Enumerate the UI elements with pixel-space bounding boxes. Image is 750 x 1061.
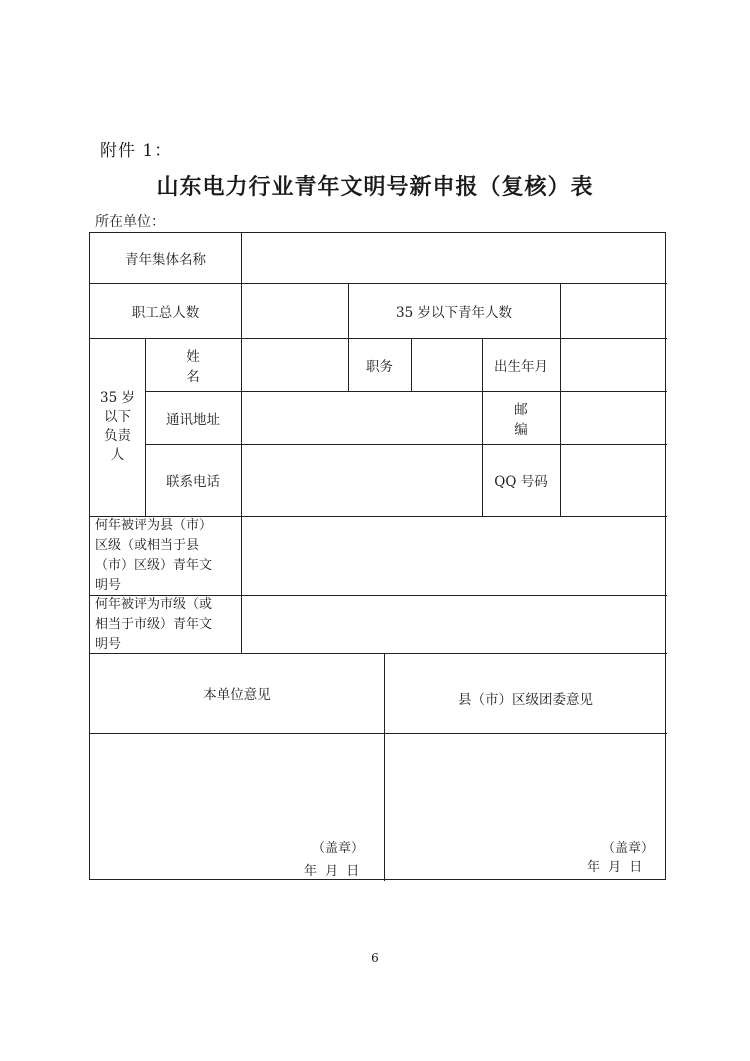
phone-label: 联系电话	[166, 474, 220, 490]
group-name-label: 青年集体名称	[125, 252, 206, 268]
leader-label-line: 人	[110, 447, 125, 463]
total-staff-label: 职工总人数	[131, 304, 200, 321]
unit-opinion-label: 本单位意见	[203, 687, 271, 703]
youth-count-label: 35 岁以下青年人数	[396, 304, 512, 321]
city-award-line: 明号	[95, 637, 122, 652]
phone-field[interactable]	[241, 444, 482, 516]
address-label: 通讯地址	[166, 411, 220, 428]
unit-opinion-field[interactable]	[90, 733, 384, 881]
leader-label-line: 35 岁	[100, 390, 135, 406]
leader-section-label	[90, 338, 145, 516]
county-award-label	[95, 516, 238, 596]
position-label: 职务	[366, 358, 393, 375]
city-award-line: 何年被评为市级（或	[95, 597, 213, 612]
youth-count-field[interactable]	[560, 283, 667, 338]
county-award-line: 区级（或相当于县	[95, 538, 200, 553]
birth-field[interactable]	[560, 338, 667, 391]
league-opinion-label: 县（市）区级团委意见	[458, 692, 593, 708]
name-field[interactable]	[241, 338, 348, 391]
address-field[interactable]	[241, 391, 482, 444]
county-award-line: （市）区级）青年文	[95, 558, 213, 573]
postcode-label: 邮编	[514, 401, 552, 438]
league-stamp: （盖章）	[602, 841, 655, 856]
city-award-line: 相当于市级）青年文	[95, 617, 213, 632]
application-form	[89, 232, 666, 880]
attachment-label: 附件 1：	[100, 141, 173, 161]
county-award-field[interactable]	[241, 516, 667, 595]
postcode-field[interactable]	[560, 391, 667, 444]
league-date: 年 月 日	[587, 860, 645, 875]
city-award-label	[95, 595, 238, 655]
unit-label: 所在单位：	[95, 214, 165, 230]
qq-field[interactable]	[560, 444, 667, 516]
page-number: 6	[371, 951, 379, 965]
county-award-line: 何年被评为县（市）	[95, 518, 213, 533]
leader-label-line: 以下	[104, 409, 131, 425]
unit-date: 年 月 日	[304, 864, 362, 879]
birth-label: 出生年月	[494, 358, 548, 375]
name-label: 姓名	[186, 348, 230, 385]
form-title: 山东电力行业青年文明号新申报（复核）表	[156, 174, 594, 200]
total-staff-field[interactable]	[241, 283, 348, 338]
position-field[interactable]	[411, 338, 482, 391]
group-name-field[interactable]	[241, 233, 667, 283]
leader-label-line: 负责	[104, 428, 131, 444]
county-award-line: 明号	[95, 578, 122, 593]
city-award-field[interactable]	[241, 595, 667, 653]
unit-stamp: （盖章）	[312, 841, 365, 856]
qq-label: QQ 号码	[494, 474, 548, 490]
